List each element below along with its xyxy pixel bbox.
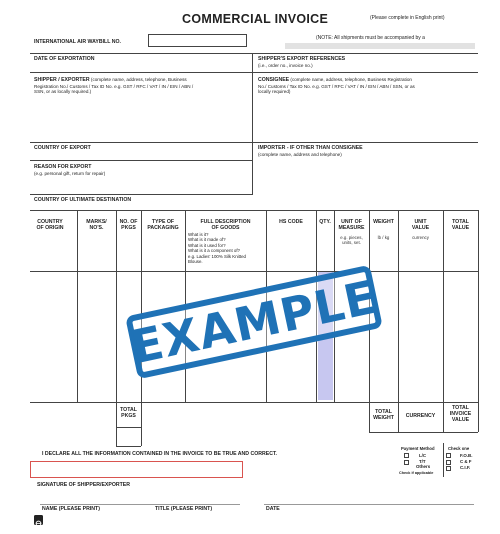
payment-footnote: Check if applicable	[399, 471, 434, 475]
tt-checkbox[interactable]	[404, 460, 409, 465]
name-print-label: NAME (PLEASE PRINT)	[42, 506, 100, 512]
col-marks: MARKS/ NO'S.	[86, 219, 107, 232]
signature-box[interactable]	[30, 461, 243, 478]
shipper-hint-3: SSN, or as locally required.)	[34, 89, 92, 95]
signature-label: SIGNATURE OF SHIPPER/EXPORTER	[37, 482, 131, 488]
col-description: FULL DESCRIPTION OF GOODS	[200, 219, 251, 232]
consignee-label: CONSIGNEE	[258, 77, 290, 83]
english-print-note: (Please complete in English print)	[370, 15, 445, 21]
col-country-of-origin: COUNTRY OF ORIGIN	[36, 219, 64, 232]
cif-checkbox[interactable]	[446, 466, 451, 471]
check-one-title: Check one	[448, 446, 470, 451]
consignee-block	[258, 77, 473, 95]
importer-hint: (complete name, address and telephone)	[258, 152, 342, 157]
fob-checkbox[interactable]	[446, 453, 451, 458]
awb-label: INTERNATIONAL AIR WAYBILL NO.	[34, 39, 121, 45]
redaction-bar	[285, 43, 475, 49]
unit-value-hint: currency	[412, 235, 429, 240]
page-title: COMMERCIAL INVOICE	[182, 12, 329, 26]
example-stamp	[125, 265, 383, 380]
tt-label: T/T	[419, 459, 426, 464]
others-label: Others	[416, 464, 431, 469]
importer-label: IMPORTER - IF OTHER THAN CONSIGNEE	[258, 145, 363, 151]
cf-label: C & F	[460, 459, 472, 464]
col-weight: WEIGHT	[373, 219, 394, 225]
logo-glyph-icon	[34, 518, 43, 528]
example-stamp-text: EXAMPLE	[126, 269, 382, 375]
lc-checkbox[interactable]	[404, 453, 409, 458]
consignee-hint-3: locally required)	[258, 89, 291, 95]
shipper-hint-2: Registration No./ Customs / Tax ID No. e.g. GST / RFC / VAT / IN / EIN / ABN /	[34, 83, 194, 89]
total-invoice-value-label: TOTAL INVOICE VALUE	[449, 405, 472, 424]
country-of-export-label: COUNTRY OF EXPORT	[34, 145, 91, 151]
shipper-block	[34, 77, 249, 95]
shipper-hint-1: (complete name, address, telephone, Business	[90, 77, 187, 82]
brand-logo-icon	[34, 515, 43, 525]
currency-label: CURRENCY	[405, 413, 436, 419]
cf-checkbox[interactable]	[446, 460, 451, 465]
shippers-refs-label: SHIPPER'S EXPORT REFERENCES	[258, 56, 346, 62]
col-packaging: TYPE OF PACKAGING	[147, 219, 179, 232]
date-of-exportation-label: DATE OF EXPORTATION	[34, 56, 95, 62]
col-pkgs: NO. OF PKGS	[119, 219, 138, 232]
consignee-hint-1: (complete name, address, telephone, Business Registration	[290, 77, 412, 82]
cif-label: C.I.F.	[460, 465, 471, 470]
description-hints: What is it? What is it made of? What is it used for? What is it a component of? e.g. Ladies' 100% Silk Knitted Blouse.	[188, 232, 246, 265]
col-unit-of-measure: UNIT OF MEASURE	[338, 219, 365, 232]
col-unit-value: UNIT VALUE	[411, 219, 430, 232]
date-label: DATE	[266, 506, 280, 512]
weight-hint: lb / kg	[377, 235, 390, 240]
payment-method-title: Payment Method	[401, 446, 435, 451]
fob-label: F.O.B.	[460, 453, 473, 458]
reason-label: REASON FOR EXPORT	[34, 164, 92, 170]
col-hs-code: HS CODE	[279, 219, 303, 225]
consignee-hint-2: No./ Customs / Tax ID No. e.g. GST / RFC / VAT / IN / EIN / ABN / SSN, or as	[258, 83, 415, 89]
awb-input[interactable]	[148, 34, 247, 47]
unit-of-measure-hint: e.g. pieces, units, set.	[340, 235, 363, 246]
col-total-value: TOTAL VALUE	[451, 219, 470, 232]
title-print-label: TITLE (PLEASE PRINT)	[155, 506, 213, 512]
shipper-label: SHIPPER / EXPORTER	[34, 77, 90, 83]
shipments-note: (NOTE: All shipments must be accompanied by a	[316, 35, 425, 41]
col-qty: QTY.	[319, 219, 331, 225]
lc-label: L/C	[419, 453, 427, 458]
shippers-refs-hint: (i.e., order no., invoice no.)	[258, 63, 313, 68]
total-weight-label: TOTAL WEIGHT	[373, 409, 394, 422]
declaration-text: I DECLARE ALL THE INFORMATION CONTAINED IN THE INVOICE TO BE TRUE AND CORRECT.	[42, 451, 277, 457]
total-pkgs-label: TOTAL PKGS	[120, 407, 137, 420]
ultimate-destination-label: COUNTRY OF ULTIMATE DESTINATION	[34, 197, 132, 203]
reason-hint: (e.g. personal gift, return for repair)	[34, 171, 106, 176]
